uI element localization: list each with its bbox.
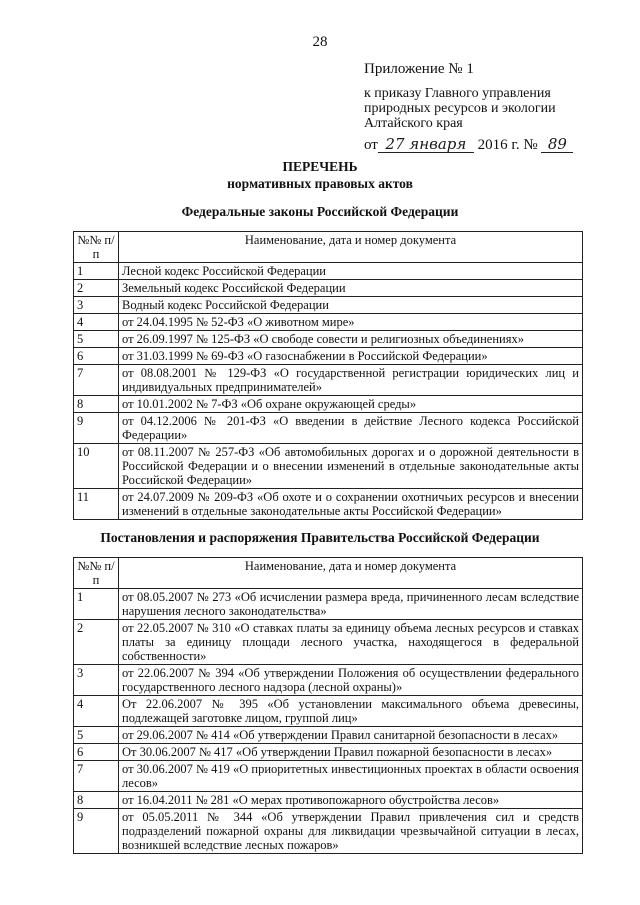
table-row <box>74 365 583 396</box>
table-row <box>74 620 583 665</box>
appendix-line-1: к приказу Главного управления <box>364 86 551 101</box>
heading-title: ПЕРЕЧЕНЬ <box>282 159 358 174</box>
order-year: 2016 г. № <box>477 137 538 153</box>
row-number: 7 <box>74 365 119 396</box>
row-number: 4 <box>74 314 119 331</box>
row-number: 2 <box>74 280 119 297</box>
row-document-name: От 30.06.2007 № 417 «Об утверждении Правил пожарной безопасности в лесах» <box>119 744 583 761</box>
row-document-name: от 16.04.2011 № 281 «О мерах противопожарного обустройства лесов» <box>119 792 583 809</box>
row-number: 5 <box>74 727 119 744</box>
table-row <box>74 348 583 365</box>
table-header-row <box>74 232 583 263</box>
table-row <box>74 744 583 761</box>
header-name: Наименование, дата и номер документа <box>119 232 583 263</box>
row-number: 1 <box>74 589 119 620</box>
header-num: №№ п/п <box>74 232 119 263</box>
row-number: 6 <box>74 348 119 365</box>
row-number: 9 <box>74 413 119 444</box>
table-row <box>74 331 583 348</box>
table-row <box>74 792 583 809</box>
row-number: 8 <box>74 792 119 809</box>
table-row <box>74 665 583 696</box>
row-number: 6 <box>74 744 119 761</box>
row-document-name: от 08.05.2007 № 273 «Об исчислении размера вреда, причиненного лесам вследствие нарушения лесного законодательства» <box>119 589 583 620</box>
table-row <box>74 696 583 727</box>
order-line <box>364 137 614 153</box>
appendix-line-3: Алтайского края <box>364 116 463 131</box>
section-2-title: Постановления и распоряжения Правительства Российской Федерации <box>100 530 540 545</box>
table-row <box>74 727 583 744</box>
table-row <box>74 297 583 314</box>
row-document-name: Земельный кодекс Российской Федерации <box>119 280 583 297</box>
table-row <box>74 589 583 620</box>
row-number: 3 <box>74 297 119 314</box>
row-document-name: Лесной кодекс Российской Федерации <box>119 263 583 280</box>
header-name: Наименование, дата и номер документа <box>119 558 583 589</box>
row-number: 10 <box>74 444 119 489</box>
row-number: 1 <box>74 263 119 280</box>
table-header-row <box>74 558 583 589</box>
appendix-title: Приложение № 1 <box>364 61 474 77</box>
row-document-name: от 22.06.2007 № 394 «Об утверждении Положения об осуществлении федерального государственного лесного надзора (лесной охраны)» <box>119 665 583 696</box>
table-row <box>74 444 583 489</box>
row-document-name: от 24.07.2009 № 209-ФЗ «Об охоте и о сохранении охотничьих ресурсов и внесении изменений в отдельные законодательные акты Российской Федерации» <box>119 489 583 520</box>
row-document-name: от 08.11.2007 № 257-ФЗ «Об автомобильных дорогах и о дорожной деятельности в Российской Федерации и о внесении изменений в отдельные законодательные акты Российской Федерации» <box>119 444 583 489</box>
row-number: 2 <box>74 620 119 665</box>
order-date-handwritten: 27 января <box>378 137 474 153</box>
row-document-name: от 26.09.1997 № 125-ФЗ «О свободе совести и религиозных объединениях» <box>119 331 583 348</box>
table-row <box>74 413 583 444</box>
order-number-handwritten: 89 <box>541 137 573 153</box>
row-document-name: От 22.06.2007 № 395 «Об установлении максимального объема древесины, подлежащей заготовке лицом, группой лиц» <box>119 696 583 727</box>
row-document-name: от 29.06.2007 № 414 «Об утверждении Правил санитарной безопасности в лесах» <box>119 727 583 744</box>
row-document-name: от 22.05.2007 № 310 «О ставках платы за единицу объема лесных ресурсов и ставках платы за единицу площади лесного участка, находящегося в федеральной собственности» <box>119 620 583 665</box>
row-number: 4 <box>74 696 119 727</box>
order-prefix: от <box>364 137 378 153</box>
row-number: 3 <box>74 665 119 696</box>
row-number: 5 <box>74 331 119 348</box>
row-number: 9 <box>74 809 119 854</box>
table-row <box>74 809 583 854</box>
row-number: 11 <box>74 489 119 520</box>
row-document-name: от 31.03.1999 № 69-ФЗ «О газоснабжении в Российской Федерации» <box>119 348 583 365</box>
federal-laws-table <box>73 231 583 520</box>
row-document-name: от 04.12.2006 № 201-ФЗ «О введении в действие Лесного кодекса Российской Федерации» <box>119 413 583 444</box>
table-row <box>74 396 583 413</box>
row-document-name: от 10.01.2002 № 7-ФЗ «Об охране окружающей среды» <box>119 396 583 413</box>
row-document-name: от 05.05.2011 № 344 «Об утверждении Правил привлечения сил и средств подразделений пожарной охраны для ликвидации чрезвычайной ситуации в лесах, возникшей вследствие лесных пожаров» <box>119 809 583 854</box>
appendix-block <box>364 62 614 153</box>
row-number: 7 <box>74 761 119 792</box>
table-row <box>74 761 583 792</box>
heading-subtitle: нормативных правовых актов <box>227 176 413 191</box>
appendix-line-2: природных ресурсов и экологии <box>364 101 556 116</box>
table-row <box>74 489 583 520</box>
row-document-name: от 08.08.2001 № 129-ФЗ «О государственной регистрации юридических лиц и индивидуальных предпринимателей» <box>119 365 583 396</box>
table-row <box>74 280 583 297</box>
table-row <box>74 263 583 280</box>
government-decrees-table <box>73 557 583 854</box>
header-num: №№ п/п <box>74 558 119 589</box>
table-row <box>74 314 583 331</box>
row-document-name: от 24.04.1995 № 52-ФЗ «О животном мире» <box>119 314 583 331</box>
document-heading <box>0 158 640 192</box>
row-number: 8 <box>74 396 119 413</box>
section-1-title: Федеральные законы Российской Федерации <box>181 204 459 219</box>
page-number: 28 <box>312 34 328 50</box>
row-document-name: Водный кодекс Российской Федерации <box>119 297 583 314</box>
row-document-name: от 30.06.2007 № 419 «О приоритетных инвестиционных проектах в области освоения лесов» <box>119 761 583 792</box>
